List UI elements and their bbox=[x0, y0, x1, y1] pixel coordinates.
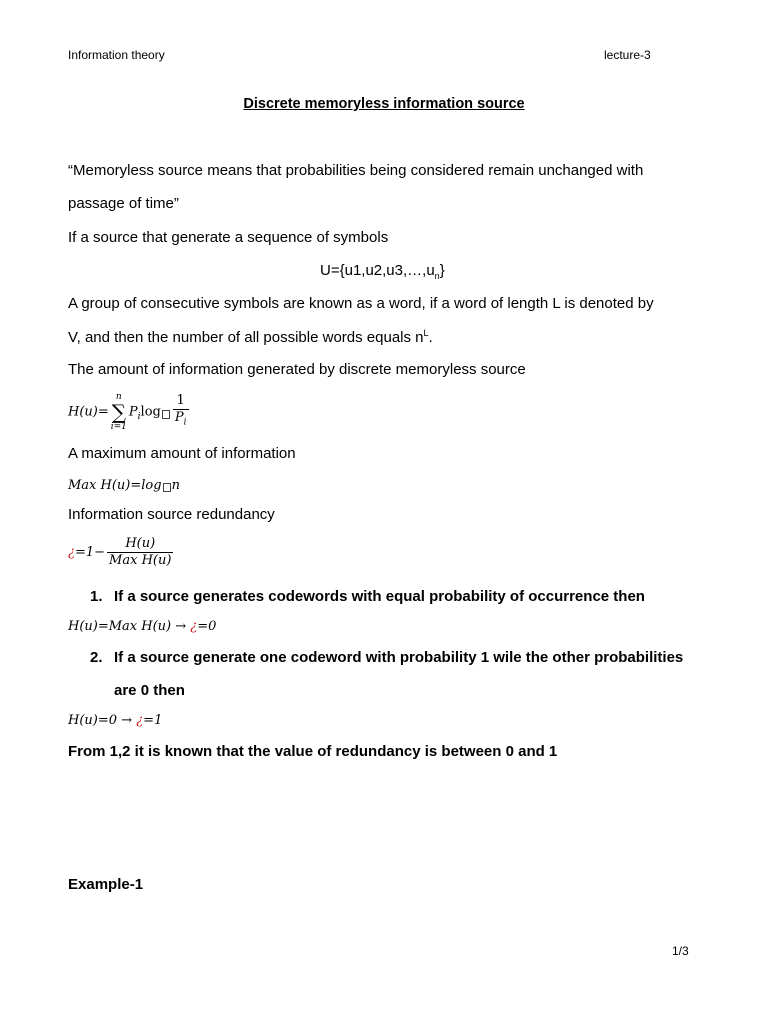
redundancy-equals: =1− bbox=[74, 545, 106, 560]
redundancy-formula bbox=[68, 536, 175, 569]
entropy-term-subscript: i bbox=[137, 412, 141, 423]
quote-line-1: “Memoryless source means that probabilities being considered remain unchanged with bbox=[68, 162, 644, 179]
entropy-term: P bbox=[128, 404, 138, 420]
symbol-set-suffix: } bbox=[439, 262, 445, 279]
case-1-suffix: =0 bbox=[197, 619, 217, 634]
list-item-2-number: 2. bbox=[90, 649, 103, 666]
sigma-symbol: ∑ bbox=[111, 400, 126, 424]
case-2-formula bbox=[68, 713, 162, 728]
case-2-prefix: H(u)=0 → bbox=[68, 713, 137, 728]
redundancy-symbol: ¿ bbox=[136, 713, 144, 728]
sum-upper-limit: n bbox=[115, 392, 122, 402]
summation-operator bbox=[111, 392, 127, 432]
fraction-denominator bbox=[173, 410, 189, 431]
missing-glyph-box bbox=[162, 410, 170, 419]
redundancy-fraction bbox=[107, 536, 173, 569]
symbol-set-prefix: U={u1,u2,u3,…,u bbox=[320, 262, 435, 279]
sum-lower-limit: i=1 bbox=[110, 422, 127, 432]
max-formula-suffix: n bbox=[171, 478, 180, 493]
word-definition-line-2 bbox=[68, 328, 433, 346]
source-intro: If a source that generate a sequence of symbols bbox=[68, 229, 389, 246]
redundancy-fraction-denominator: Max H(u) bbox=[109, 553, 172, 568]
case-1-prefix: H(u)=Max H(u) → bbox=[68, 619, 191, 634]
fraction-numerator: 1 bbox=[173, 393, 189, 410]
example-heading: Example-1 bbox=[68, 876, 144, 893]
max-entropy-formula bbox=[68, 478, 180, 493]
case-2-suffix: =1 bbox=[143, 713, 163, 728]
word-line-2-superscript: L bbox=[423, 328, 429, 338]
redundancy-symbol: ¿ bbox=[68, 545, 75, 560]
header-course-title: Information theory bbox=[68, 48, 165, 62]
list-item-2-text-line-2: are 0 then bbox=[114, 682, 185, 699]
word-definition-line-1: A group of consecutive symbols are known as a word, if a word of length L is denoted by bbox=[68, 295, 654, 312]
conclusion-text: From 1,2 it is known that the value of redundancy is between 0 and 1 bbox=[68, 743, 558, 760]
word-line-2-text: V, and then the number of all possible words equals n bbox=[68, 329, 424, 346]
symbol-set bbox=[320, 262, 445, 281]
symbol-set-subscript: n bbox=[434, 271, 440, 281]
max-intro: A maximum amount of information bbox=[68, 445, 296, 462]
max-formula-prefix: Max H(u)=log bbox=[68, 478, 162, 493]
list-item-1-number: 1. bbox=[90, 588, 103, 605]
amount-intro: The amount of information generated by discrete memoryless source bbox=[68, 361, 526, 378]
denominator-subscript: i bbox=[183, 417, 187, 428]
missing-glyph-box bbox=[163, 483, 171, 492]
list-item-2-text-line-1: If a source generate one codeword with probability 1 wile the other probabilities bbox=[114, 649, 684, 666]
quote-line-2: passage of time” bbox=[68, 195, 179, 212]
page-number: 1/3 bbox=[672, 944, 689, 958]
log-operator: log bbox=[140, 404, 161, 420]
redundancy-symbol: ¿ bbox=[190, 619, 198, 634]
inverse-probability-fraction bbox=[173, 393, 189, 431]
header-lecture-label: lecture-3 bbox=[604, 48, 651, 62]
redundancy-intro: Information source redundancy bbox=[68, 506, 275, 523]
document-title: Discrete memoryless information source bbox=[243, 96, 525, 112]
entropy-formula bbox=[68, 392, 191, 432]
case-1-formula bbox=[68, 619, 216, 634]
redundancy-fraction-numerator: H(u) bbox=[107, 536, 173, 553]
entropy-lhs: H(u)= bbox=[68, 404, 109, 420]
denominator-symbol: P bbox=[174, 410, 184, 426]
list-item-1-text: If a source generates codewords with equal probability of occurrence then bbox=[114, 588, 645, 605]
word-line-2-period: . bbox=[428, 329, 433, 346]
